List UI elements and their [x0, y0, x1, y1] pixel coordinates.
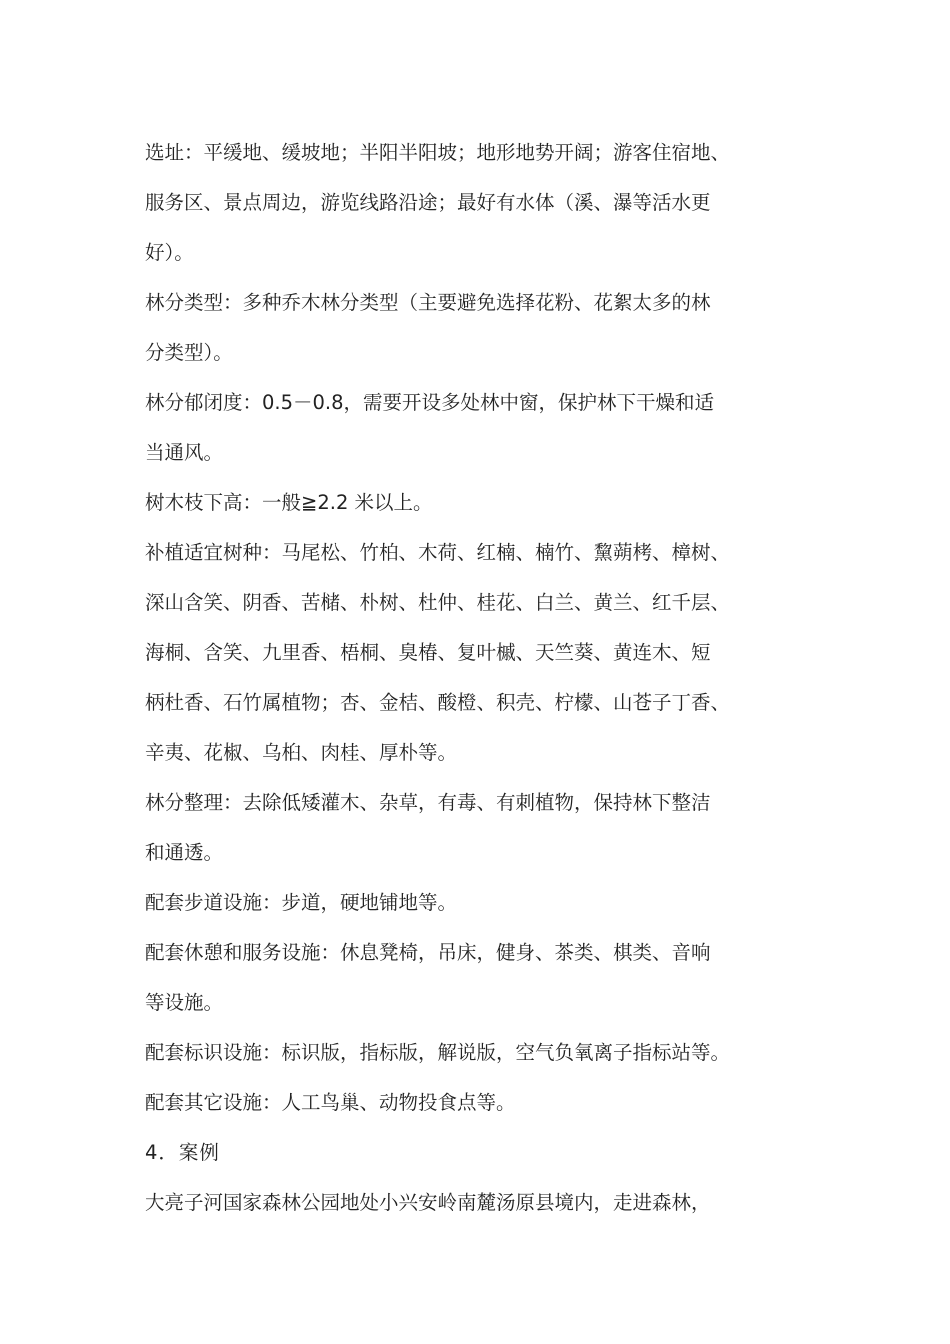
text-line-stand-type: 林分类型：多种乔木林分类型（主要避免选择花粉、花絮太多的林 [145, 291, 711, 314]
text-line-branch-height: 树木枝下高：一般≧2.2 米以上。 [145, 491, 433, 514]
text-line: 辛夷、花椒、乌桕、肉桂、厚朴等。 [145, 741, 458, 764]
text-line: 当通风。 [145, 441, 224, 464]
text-line-tree-species: 补植适宜树种：马尾松、竹柏、木荷、红楠、楠竹、黧蒴栲、樟树、 [145, 541, 731, 564]
text-line-sign-facilities: 配套标识设施：标识版，指标版，解说版，空气负氧离子指标站等。 [145, 1041, 731, 1064]
text-line: 分类型）。 [145, 341, 233, 364]
text-line-other-facilities: 配套其它设施：人工鸟巢、动物投食点等。 [145, 1091, 516, 1114]
text-line-site-selection: 选址：平缓地、缓坡地；半阳半阳坡；地形地势开阔；游客住宿地、 [145, 141, 731, 164]
text-line: 和通透。 [145, 841, 224, 864]
text-line: 深山含笑、阴香、苦槠、朴树、杜仲、桂花、白兰、黄兰、红千层、 [145, 591, 731, 614]
section-heading-case: 4．案例 [145, 1141, 220, 1164]
text-line-canopy-density: 林分郁闭度：0.5－0.8，需要开设多处林中窗，保护林下干燥和适 [145, 391, 715, 414]
text-line: 等设施。 [145, 991, 224, 1014]
text-line-case-intro: 大亮子河国家森林公园地处小兴安岭南麓汤原县境内，走进森林， [145, 1191, 711, 1214]
text-line: 好）。 [145, 241, 194, 264]
document-body [145, 128, 825, 1228]
text-line: 服务区、景点周边，游览线路沿途；最好有水体（溪、瀑等活水更 [145, 191, 711, 214]
text-line-trail-facilities: 配套步道设施：步道，硬地铺地等。 [145, 891, 458, 914]
text-line: 柄杜香、石竹属植物；杏、金桔、酸橙、积壳、柠檬、山苍子丁香、 [145, 691, 731, 714]
text-line-stand-management: 林分整理：去除低矮灌木、杂草，有毒、有刺植物，保持林下整洁 [145, 791, 711, 814]
text-line: 海桐、含笑、九里香、梧桐、臭椿、复叶槭、天竺葵、黄连木、短 [145, 641, 711, 664]
text-line-rest-facilities: 配套休憩和服务设施：休息凳椅，吊床，健身、茶类、棋类、音响 [145, 941, 711, 964]
